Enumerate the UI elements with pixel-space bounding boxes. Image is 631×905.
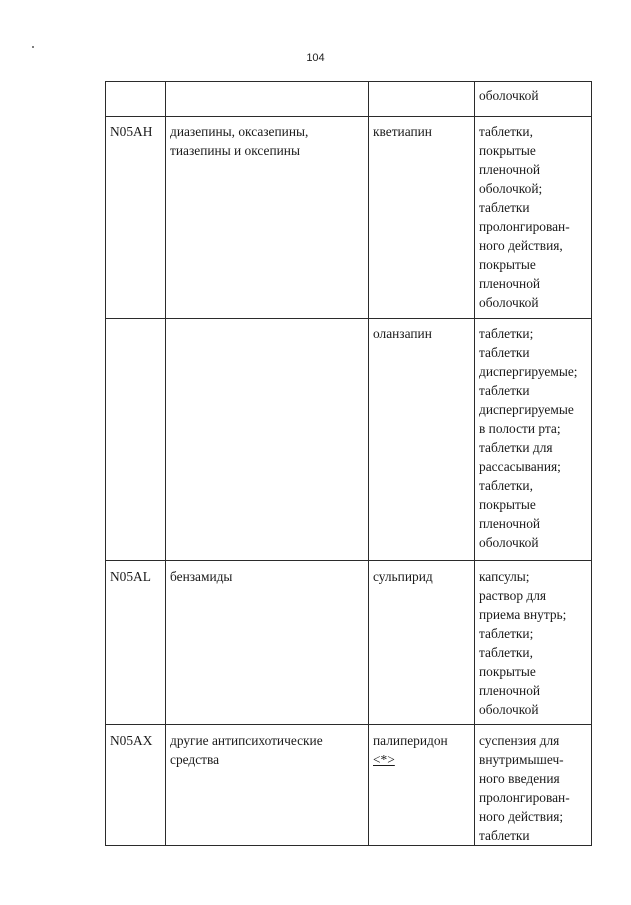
dosage-form-cell bbox=[475, 725, 592, 846]
dosage-form-line: покрытые bbox=[479, 143, 536, 158]
dosage-form-cell bbox=[475, 319, 592, 561]
dosage-form-line: капсулы; bbox=[479, 569, 530, 584]
dosage-form-line: суспензия для bbox=[479, 733, 560, 748]
dosage-form-line: таблетки для bbox=[479, 440, 553, 455]
atc-code: N05AX bbox=[110, 733, 153, 748]
dosage-form-line: оболочкой bbox=[479, 535, 539, 550]
group-line: другие антипсихотические bbox=[170, 733, 323, 748]
drug-name: кветиапин bbox=[373, 124, 432, 139]
drug-cell bbox=[369, 725, 475, 846]
atc-code-cell bbox=[106, 319, 166, 561]
drug-cell bbox=[369, 117, 475, 319]
dosage-form-line: таблетки bbox=[479, 383, 530, 398]
dosage-form-line: пролонгирован- bbox=[479, 219, 570, 234]
dosage-form-line: диспергируемые bbox=[479, 402, 574, 417]
drug-name: палиперидон bbox=[373, 733, 448, 748]
dosage-form-line: оболочкой; bbox=[479, 181, 543, 196]
group-cell bbox=[166, 117, 369, 319]
dosage-form-line: таблетки, bbox=[479, 478, 533, 493]
table-row bbox=[106, 117, 592, 319]
page-number: 104 bbox=[306, 52, 325, 64]
atc-code-cell bbox=[106, 82, 166, 117]
dosage-form-cell bbox=[475, 117, 592, 319]
dosage-form-line: таблетки bbox=[479, 345, 530, 360]
drug-cell bbox=[369, 319, 475, 561]
drug-name: сульпирид bbox=[373, 569, 433, 584]
dosage-form-line: в полости рта; bbox=[479, 421, 561, 436]
atc-code-cell bbox=[106, 561, 166, 725]
scan-speck bbox=[32, 46, 34, 48]
table-row bbox=[106, 319, 592, 561]
group-cell bbox=[166, 319, 369, 561]
dosage-form-line: ного действия, bbox=[479, 238, 563, 253]
table-row bbox=[106, 561, 592, 725]
atc-code-cell bbox=[106, 117, 166, 319]
dosage-form-line: пленочной bbox=[479, 516, 541, 531]
dosage-form-cell bbox=[475, 82, 592, 117]
dosage-form-line: покрытые bbox=[479, 664, 536, 679]
group-cell bbox=[166, 561, 369, 725]
group-line: тиазепины и оксепины bbox=[170, 143, 300, 158]
dosage-form-line: ного введения bbox=[479, 771, 560, 786]
dosage-form-line: таблетки, bbox=[479, 645, 533, 660]
dosage-form-line: таблетки bbox=[479, 200, 530, 215]
atc-code-cell bbox=[106, 725, 166, 846]
atc-code: N05AL bbox=[110, 569, 151, 584]
dosage-form-line: рассасывания; bbox=[479, 459, 561, 474]
dosage-form-line: покрытые bbox=[479, 257, 536, 272]
dosage-form-line: пленочной bbox=[479, 162, 541, 177]
drug-cell bbox=[369, 82, 475, 117]
dosage-form-line: оболочкой bbox=[479, 295, 539, 310]
group-line: диазепины, оксазепины, bbox=[170, 124, 309, 139]
dosage-form-line: раствор для bbox=[479, 588, 547, 603]
dosage-form-line: покрытые bbox=[479, 497, 536, 512]
dosage-form-line: диспергируемые; bbox=[479, 364, 578, 379]
dosage-form-line: пролонгирован- bbox=[479, 790, 570, 805]
drug-cell bbox=[369, 561, 475, 725]
dosage-form-line: таблетки; bbox=[479, 326, 534, 341]
atc-code: N05AH bbox=[110, 124, 153, 139]
drug-name: оланзапин bbox=[373, 326, 432, 341]
table-row bbox=[106, 725, 592, 846]
drug-classification-table bbox=[105, 81, 592, 846]
footnote-reference-link[interactable]: <*> bbox=[373, 752, 395, 767]
dosage-form-cell bbox=[475, 561, 592, 725]
dosage-form-line: внутримышеч- bbox=[479, 752, 564, 767]
dosage-form-line: оболочкой bbox=[479, 702, 539, 717]
dosage-form-line: таблетки; bbox=[479, 626, 534, 641]
group-line: бензамиды bbox=[170, 569, 233, 584]
dosage-form-line: ного действия; bbox=[479, 809, 564, 824]
dosage-form-line: пленочной bbox=[479, 276, 541, 291]
dosage-form-line: оболочкой bbox=[479, 88, 539, 103]
group-cell bbox=[166, 82, 369, 117]
group-cell bbox=[166, 725, 369, 846]
dosage-form-line: таблетки, bbox=[479, 124, 533, 139]
dosage-form-line: таблетки bbox=[479, 828, 530, 843]
dosage-form-line: приема внутрь; bbox=[479, 607, 567, 622]
table-row bbox=[106, 82, 592, 117]
dosage-form-line: пленочной bbox=[479, 683, 541, 698]
group-line: средства bbox=[170, 752, 220, 767]
